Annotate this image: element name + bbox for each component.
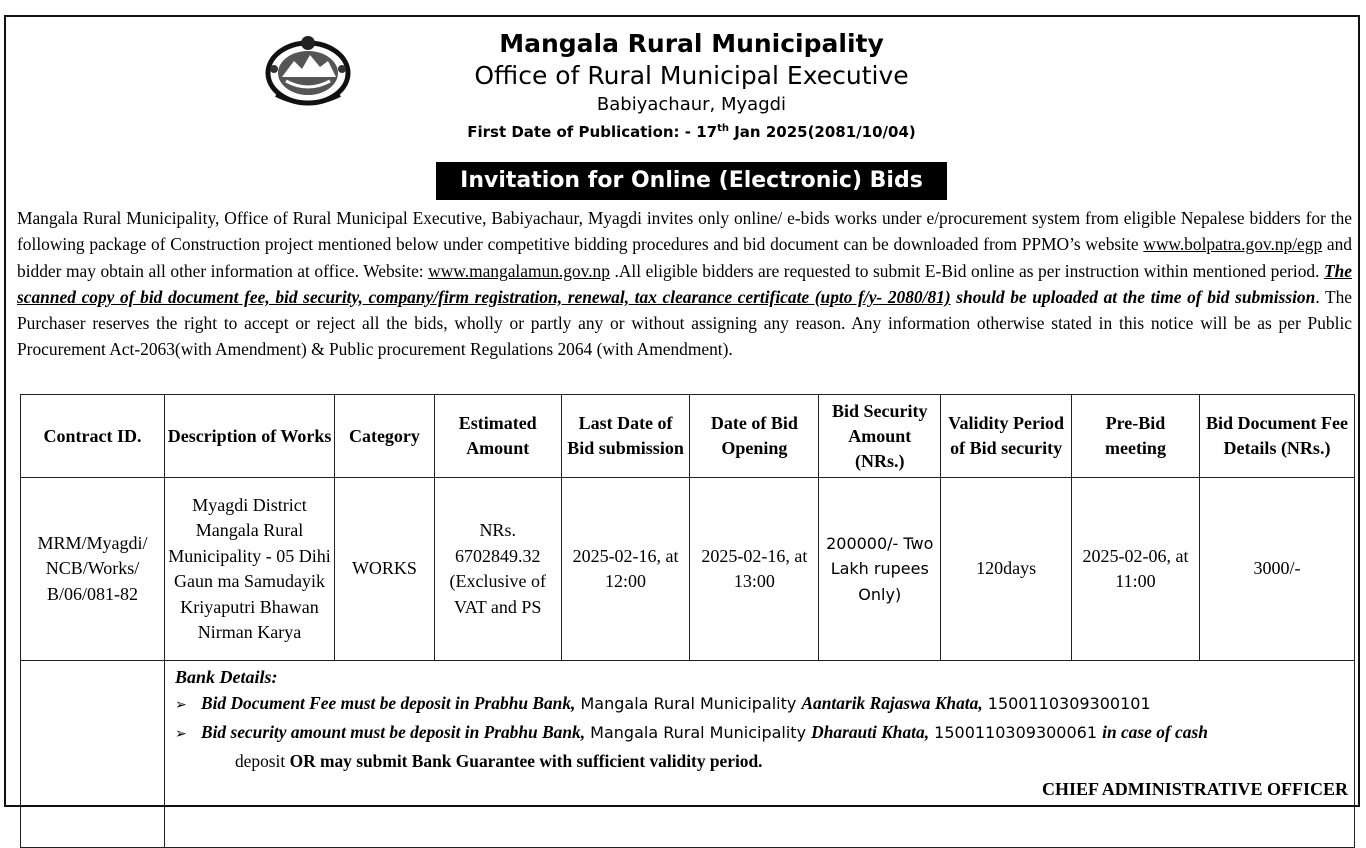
mangalamun-link[interactable]: www.mangalamun.gov.np [428,260,610,281]
guarantee-deposit-word: deposit [234,751,286,771]
cell-validity: 120days [941,478,1072,661]
intro-text-2: and bidder may obtain all other information at office. Website: [17,234,1352,281]
cell-bid-security: 200000/- Two Lakh rupees Only) [819,478,941,661]
doc-fee-account-name: Aantarik Rajaswa Khata, [801,693,983,713]
guarantee-text: OR may submit Bank Guarantee with sufficient validity period. [285,751,763,771]
publication-date-suffix: th [717,123,729,134]
col-category: Category [335,395,435,478]
security-cash-note: in case of cash [1102,722,1208,742]
col-description: Description of Works [164,395,334,478]
table-header-row [21,395,1355,478]
doc-fee-municipality: Mangala Rural Municipality [575,694,802,713]
security-municipality: Mangala Rural Municipality [585,723,812,742]
notice-header [0,28,1366,143]
col-doc-fee: Bid Document Fee Details (NRs.) [1199,395,1354,478]
office-name: Office of Rural Municipal Executive [474,61,909,90]
cell-last-date: 2025-02-16, at 12:00 [561,478,690,661]
security-account-name: Dharauti Khata, [811,722,930,742]
security-instruction: Bid security amount must be deposit in Prabhu Bank, [200,722,586,742]
bank-line-guarantee [175,748,1348,775]
doc-fee-instruction: Bid Document Fee must be deposit in Prabhu Bank, [200,693,576,713]
signatory-title: CHIEF ADMINISTRATIVE OFFICER [1041,779,1348,799]
bid-table [20,394,1355,848]
bank-empty-cell [21,661,165,848]
bank-details-row [21,661,1355,848]
table-row [21,478,1355,661]
cell-opening-date: 2025-02-16, at 13:00 [690,478,819,661]
cell-category: WORKS [335,478,435,661]
doc-fee-account-number: 1500110309300101 [982,694,1151,713]
arrow-bullet-icon: ➢ [174,697,187,713]
bank-line-doc-fee [175,690,1348,719]
cell-contract-id: MRM/Myagdi/ NCB/Works/ B/06/081-82 [21,478,165,661]
col-contract-id: Contract ID. [21,395,165,478]
security-account-number: 1500110309300061 [929,723,1103,742]
cell-doc-fee: 3000/- [1199,478,1354,661]
col-validity: Validity Period of Bid security [941,395,1072,478]
bolpatra-link[interactable]: www.bolpatra.gov.np/egp [1143,234,1323,255]
municipality-name: Mangala Rural Municipality [499,29,884,58]
publication-date-prefix: First Date of Publication: - 17 [467,123,718,141]
upload-requirement-text: should be uploaded at the time of bid submission [950,286,1316,307]
bank-details [164,661,1354,848]
intro-text-1: Mangala Rural Municipality, Office of Rural Municipal Executive, Babiyachaur, Myagdi invites only online/ e-bids works under e/procurement system from eligible Nepalese bidders for the following package of Construction project mentioned below under competitive bidding procedures and bid document can be downloaded from PPMO’s website [17,208,1352,255]
publication-date [17,118,1366,143]
intro-text-4: . The Purchaser reserves the right to accept or reject all the bids, wholly or partly any or without assigning any reason. Any information otherwise stated in this notice will be as per Public Procurement Act-2063(with Amendment) & Public procurement Regulations 2064 (with Amendment). [17,286,1353,360]
col-pre-bid: Pre-Bid meeting [1072,395,1200,478]
office-location: Babiyachaur, Myagdi [596,94,787,115]
arrow-bullet-icon: ➢ [174,726,187,742]
col-estimated-amount: Estimated Amount [434,395,561,478]
col-bid-security: Bid Security Amount (NRs.) [819,395,941,478]
banner-wrap [0,162,1366,200]
cell-description: Myagdi District Mangala Rural Municipality - 05 Dihi Gaun ma Samudayik Kriyaputri Bhawan Nirman Karya [164,478,334,661]
intro-paragraph [17,205,1352,363]
bank-line-security [175,719,1348,748]
intro-text-3: .All eligible bidders are requested to submit E-Bid online as per instruction within mentioned period. [609,260,1324,281]
notice-banner: Invitation for Online (Electronic) Bids [436,162,947,200]
col-opening-date: Date of Bid Opening [690,395,819,478]
cell-estimated-amount: NRs. 6702849.32 (Exclusive of VAT and PS [434,478,561,661]
cell-pre-bid: 2025-02-06, at 11:00 [1072,478,1200,661]
upload-requirement-underlined: The scanned copy of bid document fee, bid security, company/firm registration, renewal, tax clearance certificate (upto f/y- 2080/81) [17,260,1352,307]
col-last-date: Last Date of Bid submission [561,395,690,478]
publication-date-rest: Jan 2025(2081/10/04) [729,123,916,141]
bank-details-title: Bank Details: [174,667,278,687]
